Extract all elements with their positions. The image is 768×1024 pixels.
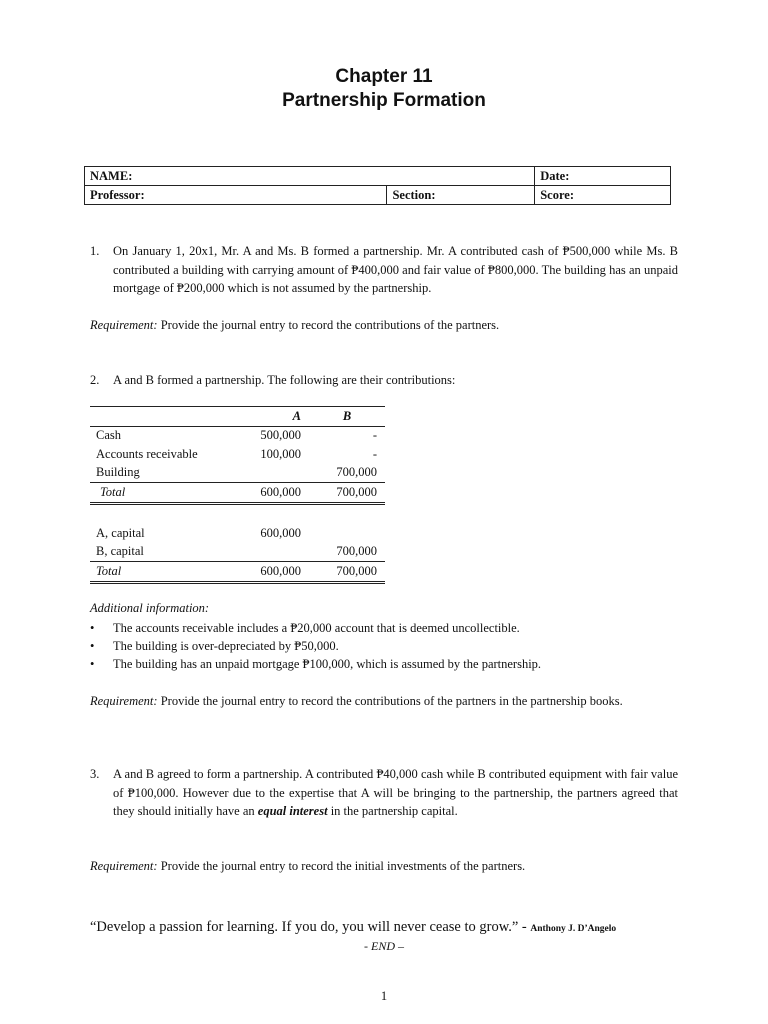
cell-a: 600,000 bbox=[241, 483, 317, 504]
requirement-text: Provide the journal entry to record the initial investments of the partners. bbox=[157, 859, 526, 873]
question-text: On January 1, 20x1, Mr. A and Ms. B formed a partnership. Mr. A contributed cash of ₱500,000 while Ms. B contributed a building with carrying amount of ₱400,000 and fair value of ₱800,000. The building has an unpaid mortgage of ₱200,000 which is not assumed by the partnership. bbox=[113, 244, 678, 295]
row-label: Total bbox=[90, 483, 241, 504]
question-text-part: A and B agreed to form a partnership. A contributed ₱40,000 cash while B contributed equipment with fair value of ₱100,000. However due to the expertise that A will be bringing to the partnership, the partners agreed that they should initially have an bbox=[113, 767, 678, 818]
cell-b: - bbox=[372, 428, 377, 443]
table-row bbox=[90, 524, 385, 543]
cell-b: 700,000 bbox=[336, 544, 377, 559]
requirement-1 bbox=[90, 316, 678, 335]
quote-text: “Develop a passion for learning. If you do, you will never cease to grow.” - bbox=[90, 919, 531, 935]
row-label: Total bbox=[90, 562, 241, 583]
score-field[interactable]: Score: bbox=[535, 186, 671, 205]
student-info-table bbox=[84, 166, 671, 205]
bullet-icon: • bbox=[90, 639, 95, 653]
bullet-item bbox=[90, 619, 678, 638]
bullet-item bbox=[90, 655, 678, 674]
cell-a: 100,000 bbox=[260, 446, 301, 461]
question-text bbox=[113, 765, 678, 821]
bullet-text: The accounts receivable includes a ₱20,000 account that is deemed uncollectible. bbox=[113, 621, 520, 635]
page-title: Partnership Formation bbox=[282, 90, 486, 111]
question-3 bbox=[90, 765, 678, 821]
table-header-row bbox=[90, 407, 385, 427]
bullet-icon: • bbox=[90, 657, 95, 671]
bullet-text: The building has an unpaid mortgage ₱100,000, which is assumed by the partnership. bbox=[113, 657, 542, 671]
cell-b: 700,000 bbox=[317, 562, 385, 583]
page-number: 1 bbox=[380, 989, 388, 1003]
table-row bbox=[90, 543, 385, 562]
cell-b bbox=[317, 524, 385, 543]
name-field[interactable]: NAME: bbox=[85, 167, 535, 186]
requirement-label: Requirement: bbox=[90, 694, 158, 708]
row-label: Accounts receivable bbox=[96, 446, 198, 461]
column-header-a: A bbox=[241, 407, 317, 427]
bullet-text: The building is over-depreciated by ₱50,000. bbox=[113, 639, 339, 653]
bullet-icon: • bbox=[90, 621, 95, 635]
chapter-heading: Chapter 11 bbox=[335, 66, 433, 87]
date-field[interactable]: Date: bbox=[535, 167, 671, 186]
requirement-text: Provide the journal entry to record the contributions of the partners in the partnership books. bbox=[157, 694, 623, 708]
cell-a: 600,000 bbox=[241, 562, 317, 583]
column-header-b: B bbox=[317, 407, 385, 427]
cell-b: 700,000 bbox=[317, 483, 385, 504]
cell-a bbox=[241, 543, 317, 562]
row-label: Building bbox=[96, 465, 140, 480]
cell-b: - bbox=[372, 446, 377, 461]
question-1 bbox=[90, 242, 678, 298]
footer-quote bbox=[90, 919, 616, 936]
cell-a: 500,000 bbox=[260, 428, 301, 443]
question-text: A and B formed a partnership. The following are their contributions: bbox=[113, 373, 456, 387]
cell-a: 600,000 bbox=[260, 525, 301, 540]
bullet-item bbox=[90, 637, 678, 656]
total-row bbox=[90, 483, 385, 504]
cell-a bbox=[241, 464, 317, 483]
emphasis-text: equal interest bbox=[257, 804, 328, 818]
cell-b: 700,000 bbox=[336, 465, 377, 480]
total-row bbox=[90, 562, 385, 583]
table-row bbox=[90, 426, 385, 445]
section-field[interactable]: Section: bbox=[387, 186, 535, 205]
end-marker: - END – bbox=[364, 939, 404, 953]
question-number: 3. bbox=[90, 767, 100, 781]
question-number: 1. bbox=[90, 244, 100, 258]
requirement-2 bbox=[90, 692, 678, 711]
requirement-label: Requirement: bbox=[90, 318, 158, 332]
capital-table bbox=[90, 524, 385, 584]
table-row bbox=[90, 445, 385, 464]
professor-field[interactable]: Professor: bbox=[85, 186, 387, 205]
question-number: 2. bbox=[90, 373, 100, 387]
requirement-3 bbox=[90, 857, 678, 876]
quote-author: Anthony J. D’Angelo bbox=[530, 924, 617, 934]
question-text-part: in the partnership capital. bbox=[327, 804, 458, 818]
requirement-text: Provide the journal entry to record the contributions of the partners. bbox=[157, 318, 500, 332]
requirement-label: Requirement: bbox=[90, 859, 158, 873]
additional-info-label: Additional information: bbox=[90, 601, 210, 615]
contributions-table bbox=[90, 406, 385, 505]
row-label: Cash bbox=[96, 428, 121, 443]
question-2 bbox=[90, 371, 678, 390]
row-label: A, capital bbox=[96, 525, 145, 540]
row-label: B, capital bbox=[96, 544, 144, 559]
table-row bbox=[90, 464, 385, 483]
